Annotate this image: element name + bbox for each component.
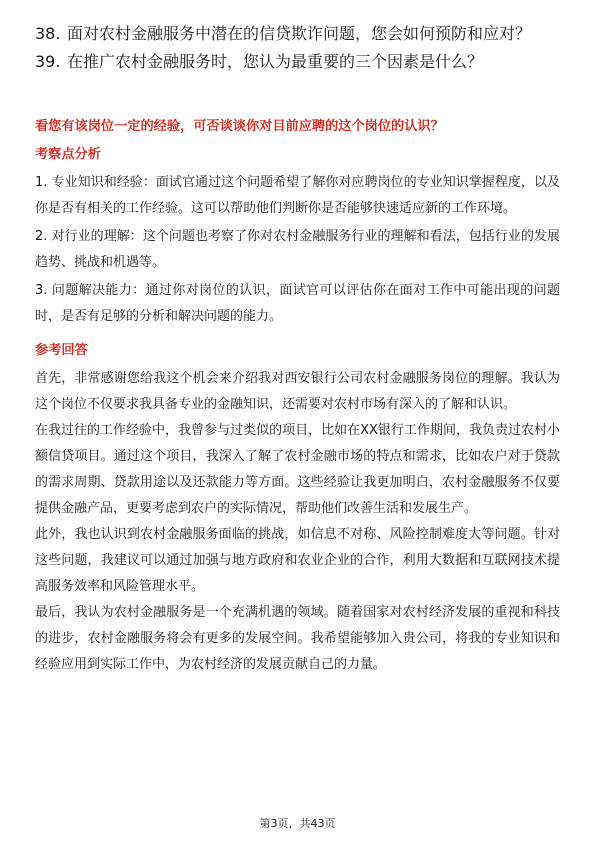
page-footer: 第3页，共43页 [259, 817, 336, 830]
answer-heading: 参考回答 [35, 343, 88, 358]
analysis-item: 1. 专业知识和经验：面试官通过这个问题希望了解你对应聘岗位的专业知识掌握程度，以及你是否有相关的工作经验。这可以帮助他们判断你是否能够快速适应新的工作环境。 [35, 175, 560, 216]
question-list [35, 22, 565, 78]
question-item [35, 50, 565, 74]
answer-section [35, 340, 560, 678]
question-text: 面对农村金融服务中潜在的信贷欺诈问题，您会如何预防和应对？ [67, 24, 532, 43]
analysis-item: 2. 对行业的理解：这个问题也考察了你对农村金融服务行业的理解和看法，包括行业的发展趋势、挑战和机遇等。 [35, 229, 560, 270]
question-number: 39. [35, 52, 61, 71]
answer-paragraph: 此外，我也认识到农村金融服务面临的挑战，如信息不对称、风险控制难度大等问题。针对这些问题，我建议可以通过加强与地方政府和农业企业的合作，利用大数据和互联网技术提高服务效率和风险管理水平。 [35, 527, 560, 594]
answer-paragraph: 最后，我认为农村金融服务是一个充满机遇的领域。随着国家对农村经济发展的重视和科技的进步，农村金融服务将会有更多的发展空间。我希望能够加入贵公司，将我的专业知识和经验应用到实际工作中，为农村经济的发展贡献自己的力量。 [35, 605, 560, 672]
question-text: 在推广农村金融服务时，您认为最重要的三个因素是什么？ [67, 52, 484, 71]
question-item [35, 22, 565, 46]
analysis-heading: 考察点分析 [35, 147, 101, 162]
answer-paragraph: 首先，非常感谢您给我这个机会来介绍我对西安银行公司农村金融服务岗位的理解。我认为这个岗位不仅要求我具备专业的金融知识，还需要对农村市场有深入的了解和认识。 [35, 371, 560, 412]
answer-paragraph: 在我过往的工作经验中，我曾参与过类似的项目，比如在XX银行工作期间，我负责过农村小额信贷项目。通过这个项目，我深入了解了农村金融市场的特点和需求，比如农户对于贷款的需求周期、贷款用途以及还款能力等方面。这些经验让我更加明白，农村金融服务不仅要提供金融产品，更要考虑到农户的实际情况，帮助他们改善生活和发展生产。 [35, 423, 560, 516]
analysis-section [35, 144, 560, 330]
question-number: 38. [35, 24, 61, 43]
analysis-item: 3. 问题解决能力：通过你对岗位的认识，面试官可以评估你在面对工作中可能出现的问题时，是否有足够的分析和解决问题的能力。 [35, 283, 560, 324]
main-question-heading: 看您有该岗位一定的经验，可否谈谈你对目前应聘的这个岗位的认识？ [35, 119, 444, 134]
main-content [35, 116, 560, 678]
